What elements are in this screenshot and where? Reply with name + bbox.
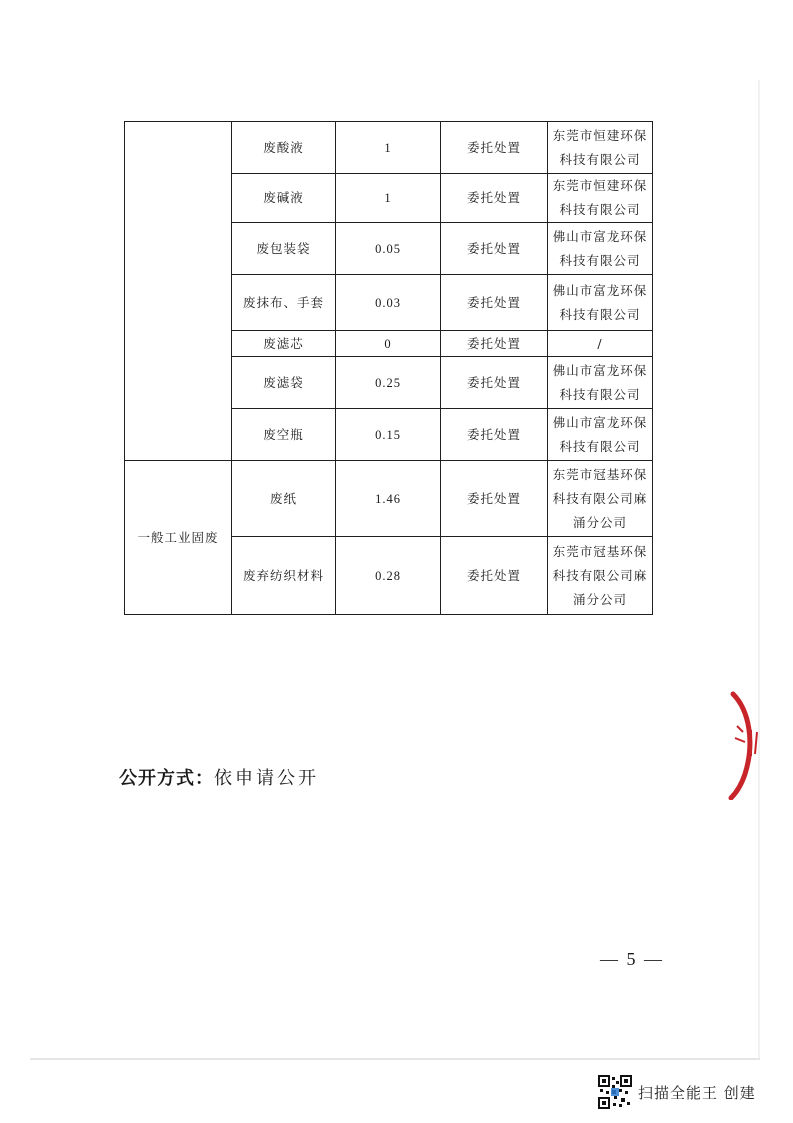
scan-edge-bottom xyxy=(30,1058,760,1060)
page-number: — 5 — xyxy=(600,949,664,969)
amount-cell: 0.28 xyxy=(336,537,441,615)
disclosure-value: 依申请公开 xyxy=(214,768,319,789)
waste-name-cell: 废滤袋 xyxy=(232,357,336,409)
company-line: 佛山市富龙环保 xyxy=(552,282,648,298)
waste-name-cell: 废空瓶 xyxy=(232,409,336,461)
category-cell-general: 一般工业固废 xyxy=(125,461,232,615)
company-line: 东莞市冠基环保 xyxy=(552,543,648,559)
company-line: 科技有限公司 xyxy=(559,438,641,454)
waste-name-cell: 废纸 xyxy=(232,461,336,537)
amount-cell: 1.46 xyxy=(336,461,441,537)
company-line: 东莞市恒建环保 xyxy=(552,178,648,193)
company-cell xyxy=(548,331,653,357)
method-cell: 委托处置 xyxy=(441,223,548,275)
amount-cell: 0.03 xyxy=(336,275,441,331)
waste-name-cell: 废抹布、手套 xyxy=(232,275,336,331)
method-cell: 委托处置 xyxy=(441,174,548,223)
company-cell xyxy=(548,223,653,275)
amount-cell: 1 xyxy=(336,122,441,174)
scanner-credit: 扫描全能王 创建 xyxy=(638,1083,756,1102)
waste-name-cell: 废滤芯 xyxy=(232,331,336,357)
scanner-watermark xyxy=(598,1072,756,1112)
waste-name-cell: 废弃纺织材料 xyxy=(232,537,336,615)
company-cell xyxy=(548,122,653,174)
amount-cell: 0.05 xyxy=(336,223,441,275)
amount-cell: 1 xyxy=(336,174,441,223)
method-cell: 委托处置 xyxy=(441,357,548,409)
waste-name-cell: 废碱液 xyxy=(232,174,336,223)
table-row xyxy=(125,461,653,537)
company-line: 科技有限公司麻 xyxy=(552,490,648,506)
qr-code-icon xyxy=(598,1075,632,1109)
company-cell xyxy=(548,461,653,537)
waste-table xyxy=(124,121,653,615)
category-cell-hazardous xyxy=(125,122,232,461)
waste-name-cell: 废酸液 xyxy=(232,122,336,174)
scan-edge-right xyxy=(758,80,760,1060)
amount-cell: 0 xyxy=(336,331,441,357)
company-cell xyxy=(548,357,653,409)
company-line: 涌分公司 xyxy=(572,591,627,607)
company-line: 科技有限公司 xyxy=(559,202,641,217)
company-line: / xyxy=(597,335,603,351)
table-row xyxy=(125,122,653,174)
company-line: 佛山市富龙环保 xyxy=(552,414,648,430)
method-cell: 委托处置 xyxy=(441,409,548,461)
company-line: 涌分公司 xyxy=(572,514,627,530)
company-cell xyxy=(548,409,653,461)
company-cell xyxy=(548,537,653,615)
disclosure-label: 公开方式： xyxy=(119,768,214,789)
method-cell: 委托处置 xyxy=(441,122,548,174)
company-line: 科技有限公司麻 xyxy=(552,567,648,583)
method-cell: 委托处置 xyxy=(441,461,548,537)
company-line: 科技有限公司 xyxy=(559,252,641,268)
company-line: 科技有限公司 xyxy=(559,151,641,167)
company-line: 科技有限公司 xyxy=(559,306,641,322)
company-line: 佛山市富龙环保 xyxy=(552,228,648,244)
amount-cell: 0.25 xyxy=(336,357,441,409)
amount-cell: 0.15 xyxy=(336,409,441,461)
method-cell: 委托处置 xyxy=(441,537,548,615)
company-line: 东莞市冠基环保 xyxy=(552,466,648,482)
company-line: 东莞市恒建环保 xyxy=(552,127,648,143)
waste-name-cell: 废包装袋 xyxy=(232,223,336,275)
method-cell: 委托处置 xyxy=(441,275,548,331)
company-cell xyxy=(548,174,653,223)
company-line: 科技有限公司 xyxy=(559,386,641,402)
method-cell: 委托处置 xyxy=(441,331,548,357)
disclosure-line xyxy=(119,764,319,790)
red-seal-stamp-fragment xyxy=(715,690,775,800)
company-line: 佛山市富龙环保 xyxy=(552,362,648,378)
company-cell xyxy=(548,275,653,331)
